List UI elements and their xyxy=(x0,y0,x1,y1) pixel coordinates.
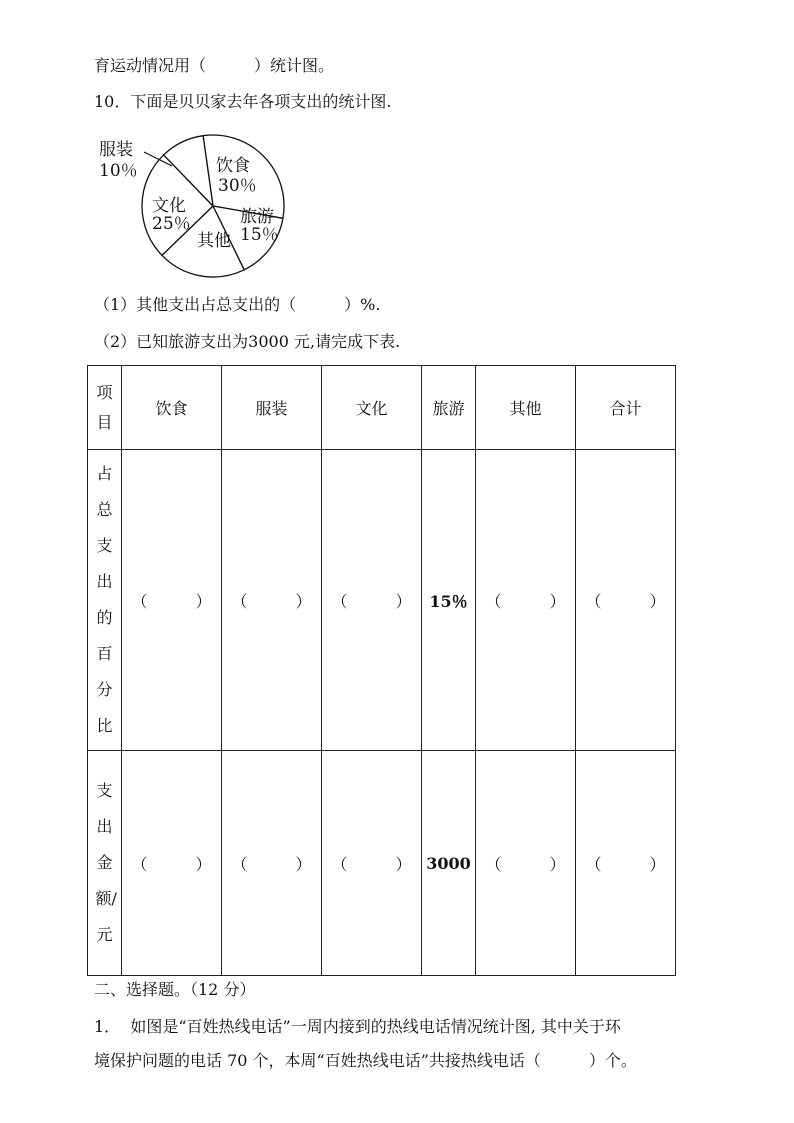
expense-pie-chart xyxy=(92,132,292,282)
mc-question-1-line-1: 1． 如图是“百姓热线电话”一周内接到的热线电话情况统计图, 其中关于环 xyxy=(94,1017,621,1036)
row-header-percent: 占总支出的百分比 xyxy=(88,450,122,751)
slice-label-clothing-percent: 10％ xyxy=(99,161,138,181)
slice-label-culture-percent: 25％ xyxy=(152,214,191,234)
section-2-heading: 二、选择题。（12 分） xyxy=(94,980,256,999)
slice-percent-travel: 15％ xyxy=(240,225,279,245)
slice-label-culture: 文化 xyxy=(152,196,186,216)
percent-cell[interactable]: （ ） xyxy=(322,450,422,751)
column-header: 合计 xyxy=(576,366,676,450)
percent-cell[interactable]: （ ） xyxy=(576,450,676,751)
slice-percent-food: 30％ xyxy=(218,176,257,196)
percent-cell[interactable]: （ ） xyxy=(222,450,322,751)
amount-cell[interactable]: （ ） xyxy=(576,751,676,976)
column-header: 其他 xyxy=(476,366,576,450)
amount-cell[interactable]: （ ） xyxy=(122,751,222,976)
column-header: 文化 xyxy=(322,366,422,450)
question-10-title: 10．下面是贝贝家去年各项支出的统计图. xyxy=(94,92,392,111)
slice-label-other: 其他 xyxy=(197,231,231,251)
row-header-item: 项目 xyxy=(88,366,122,450)
percent-row xyxy=(88,450,676,751)
amount-cell[interactable]: （ ） xyxy=(222,751,322,976)
sub-question-2: （2）已知旅游支出为3000 元,请完成下表. xyxy=(94,332,401,351)
percent-cell-travel: 15％ xyxy=(422,450,476,751)
percent-cell[interactable]: （ ） xyxy=(476,450,576,751)
column-header: 饮食 xyxy=(122,366,222,450)
slice-label-clothing: 服装 xyxy=(99,140,133,160)
slice-label-travel: 旅游 xyxy=(240,207,274,227)
slice-label-food: 饮食 xyxy=(216,156,250,176)
sub-question-1: （1）其他支出占总支出的（ ）%. xyxy=(94,295,381,314)
table-header-row xyxy=(88,366,676,450)
column-header: 旅游 xyxy=(422,366,476,450)
amount-row xyxy=(88,751,676,976)
row-header-amount: 支出金额/元 xyxy=(88,751,122,976)
percent-cell[interactable]: （ ） xyxy=(122,450,222,751)
mc-question-1-line-2: 境保护问题的电话 70 个，本周“百姓热线电话”共接热线电话（ ）个。 xyxy=(94,1051,637,1070)
amount-cell[interactable]: （ ） xyxy=(476,751,576,976)
amount-cell[interactable]: （ ） xyxy=(322,751,422,976)
amount-cell-travel: 3000 xyxy=(422,751,476,976)
column-header: 服装 xyxy=(222,366,322,450)
expense-table xyxy=(87,365,676,976)
question-9-tail: 育运动情况用（ ）统计图。 xyxy=(94,56,335,75)
